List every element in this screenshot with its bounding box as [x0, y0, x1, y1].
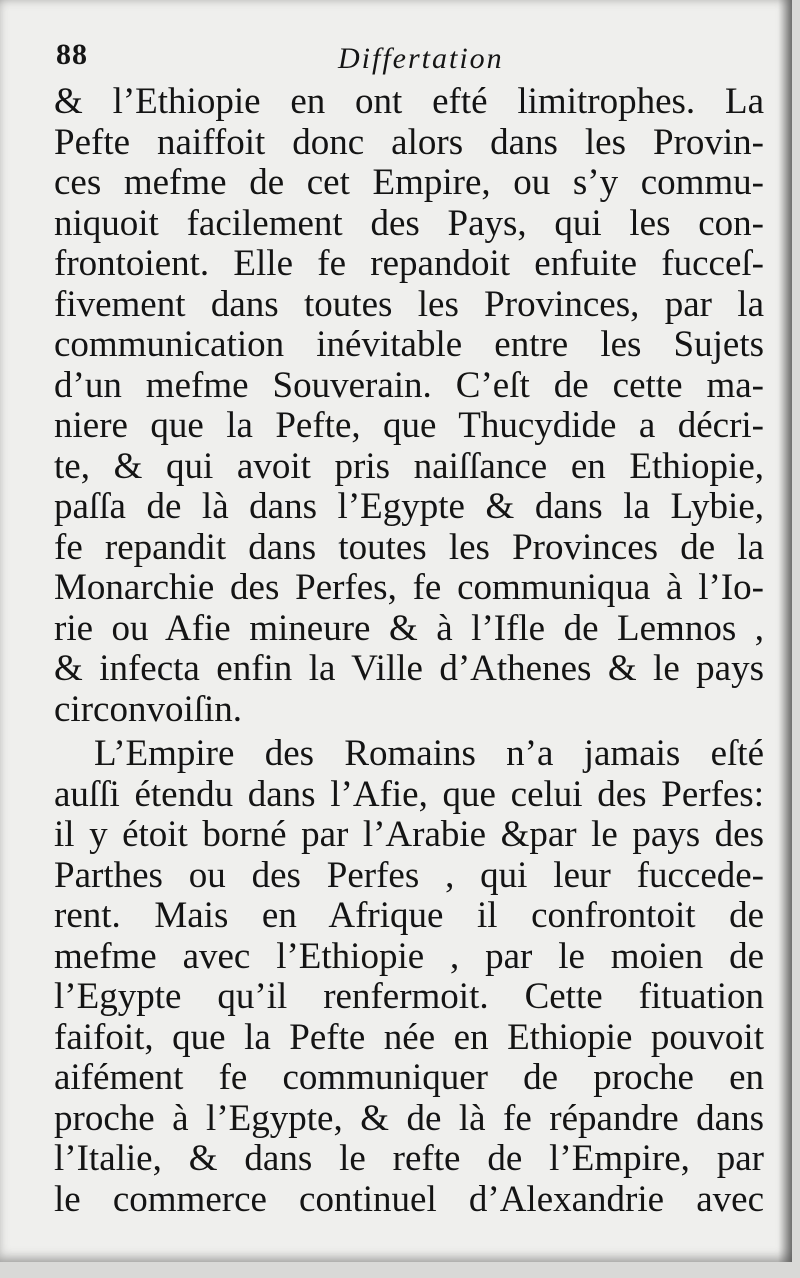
text-line: Pefte naiffoit donc alors dans les Provin-: [54, 121, 764, 163]
text-line: rent. Mais en Afrique il confrontoit de: [54, 895, 764, 936]
body-text: [54, 82, 764, 1220]
text-line: Monarchie des Perfes, fe communiqua à l’Io-: [54, 567, 764, 608]
text-line: & infecta enfin la Ville d’Athenes & le pays: [54, 648, 764, 689]
text-line: le commerce continuel d’Alexandrie avec: [54, 1178, 764, 1220]
page-number: 88: [56, 38, 88, 71]
text-line: mefme avec l’Ethiopie , par le moien de: [54, 935, 764, 977]
text-line: fe repandit dans toutes les Provinces de la: [54, 526, 764, 568]
text-line: aifément fe communiquer de proche en: [54, 1057, 764, 1098]
text-line: proche à l’Egypte, & de là fe répandre dans: [54, 1097, 764, 1139]
text-line: circonvoiſin.: [54, 688, 243, 730]
text-line: frontoient. Elle fe repandoit enfuite fucceſ-: [54, 243, 764, 284]
paragraph-start-line: L’Empire des Romains n’a jamais eſté: [94, 733, 764, 774]
text-line: niere que la Pefte, que Thucydide a décri-: [54, 405, 764, 446]
text-line: Parthes ou des Perfes , qui leur fuccede-: [54, 854, 764, 896]
text-line: niquoit facilement des Pays, qui les con-: [54, 202, 764, 244]
running-title: Differtation: [338, 42, 504, 75]
text-line: l’Egypte qu’il renfermoit. Cette fituation: [54, 976, 764, 1017]
text-line: il y étoit borné par l’Arabie &par le pays des: [54, 814, 764, 855]
text-line: communication inévitable entre les Sujets: [54, 324, 764, 365]
text-line: te, & qui avoit pris naiſſance en Ethiopie,: [54, 445, 764, 487]
page-header: [56, 38, 766, 82]
text-line: l’Italie, & dans le refte de l’Empire, par: [54, 1138, 764, 1179]
text-line: paſſa de là dans l’Egypte & dans la Lybie,: [54, 486, 764, 527]
text-line: & l’Ethiopie en ont efté limitrophes. La: [54, 81, 764, 122]
text-line: faifoit, que la Pefte née en Ethiopie pouvoit: [54, 1016, 764, 1058]
text-line: rie ou Afie mineure & à l’Ifle de Lemnos ,: [54, 607, 764, 649]
text-line: auſſi étendu dans l’Afie, que celui des Perfes:: [54, 773, 764, 815]
text-line: fivement dans toutes les Provinces, par la: [54, 283, 764, 325]
text-line: d’un mefme Souverain. C’eſt de cette ma-: [54, 364, 764, 406]
text-line: ces mefme de cet Empire, ou s’y commu-: [54, 162, 764, 203]
